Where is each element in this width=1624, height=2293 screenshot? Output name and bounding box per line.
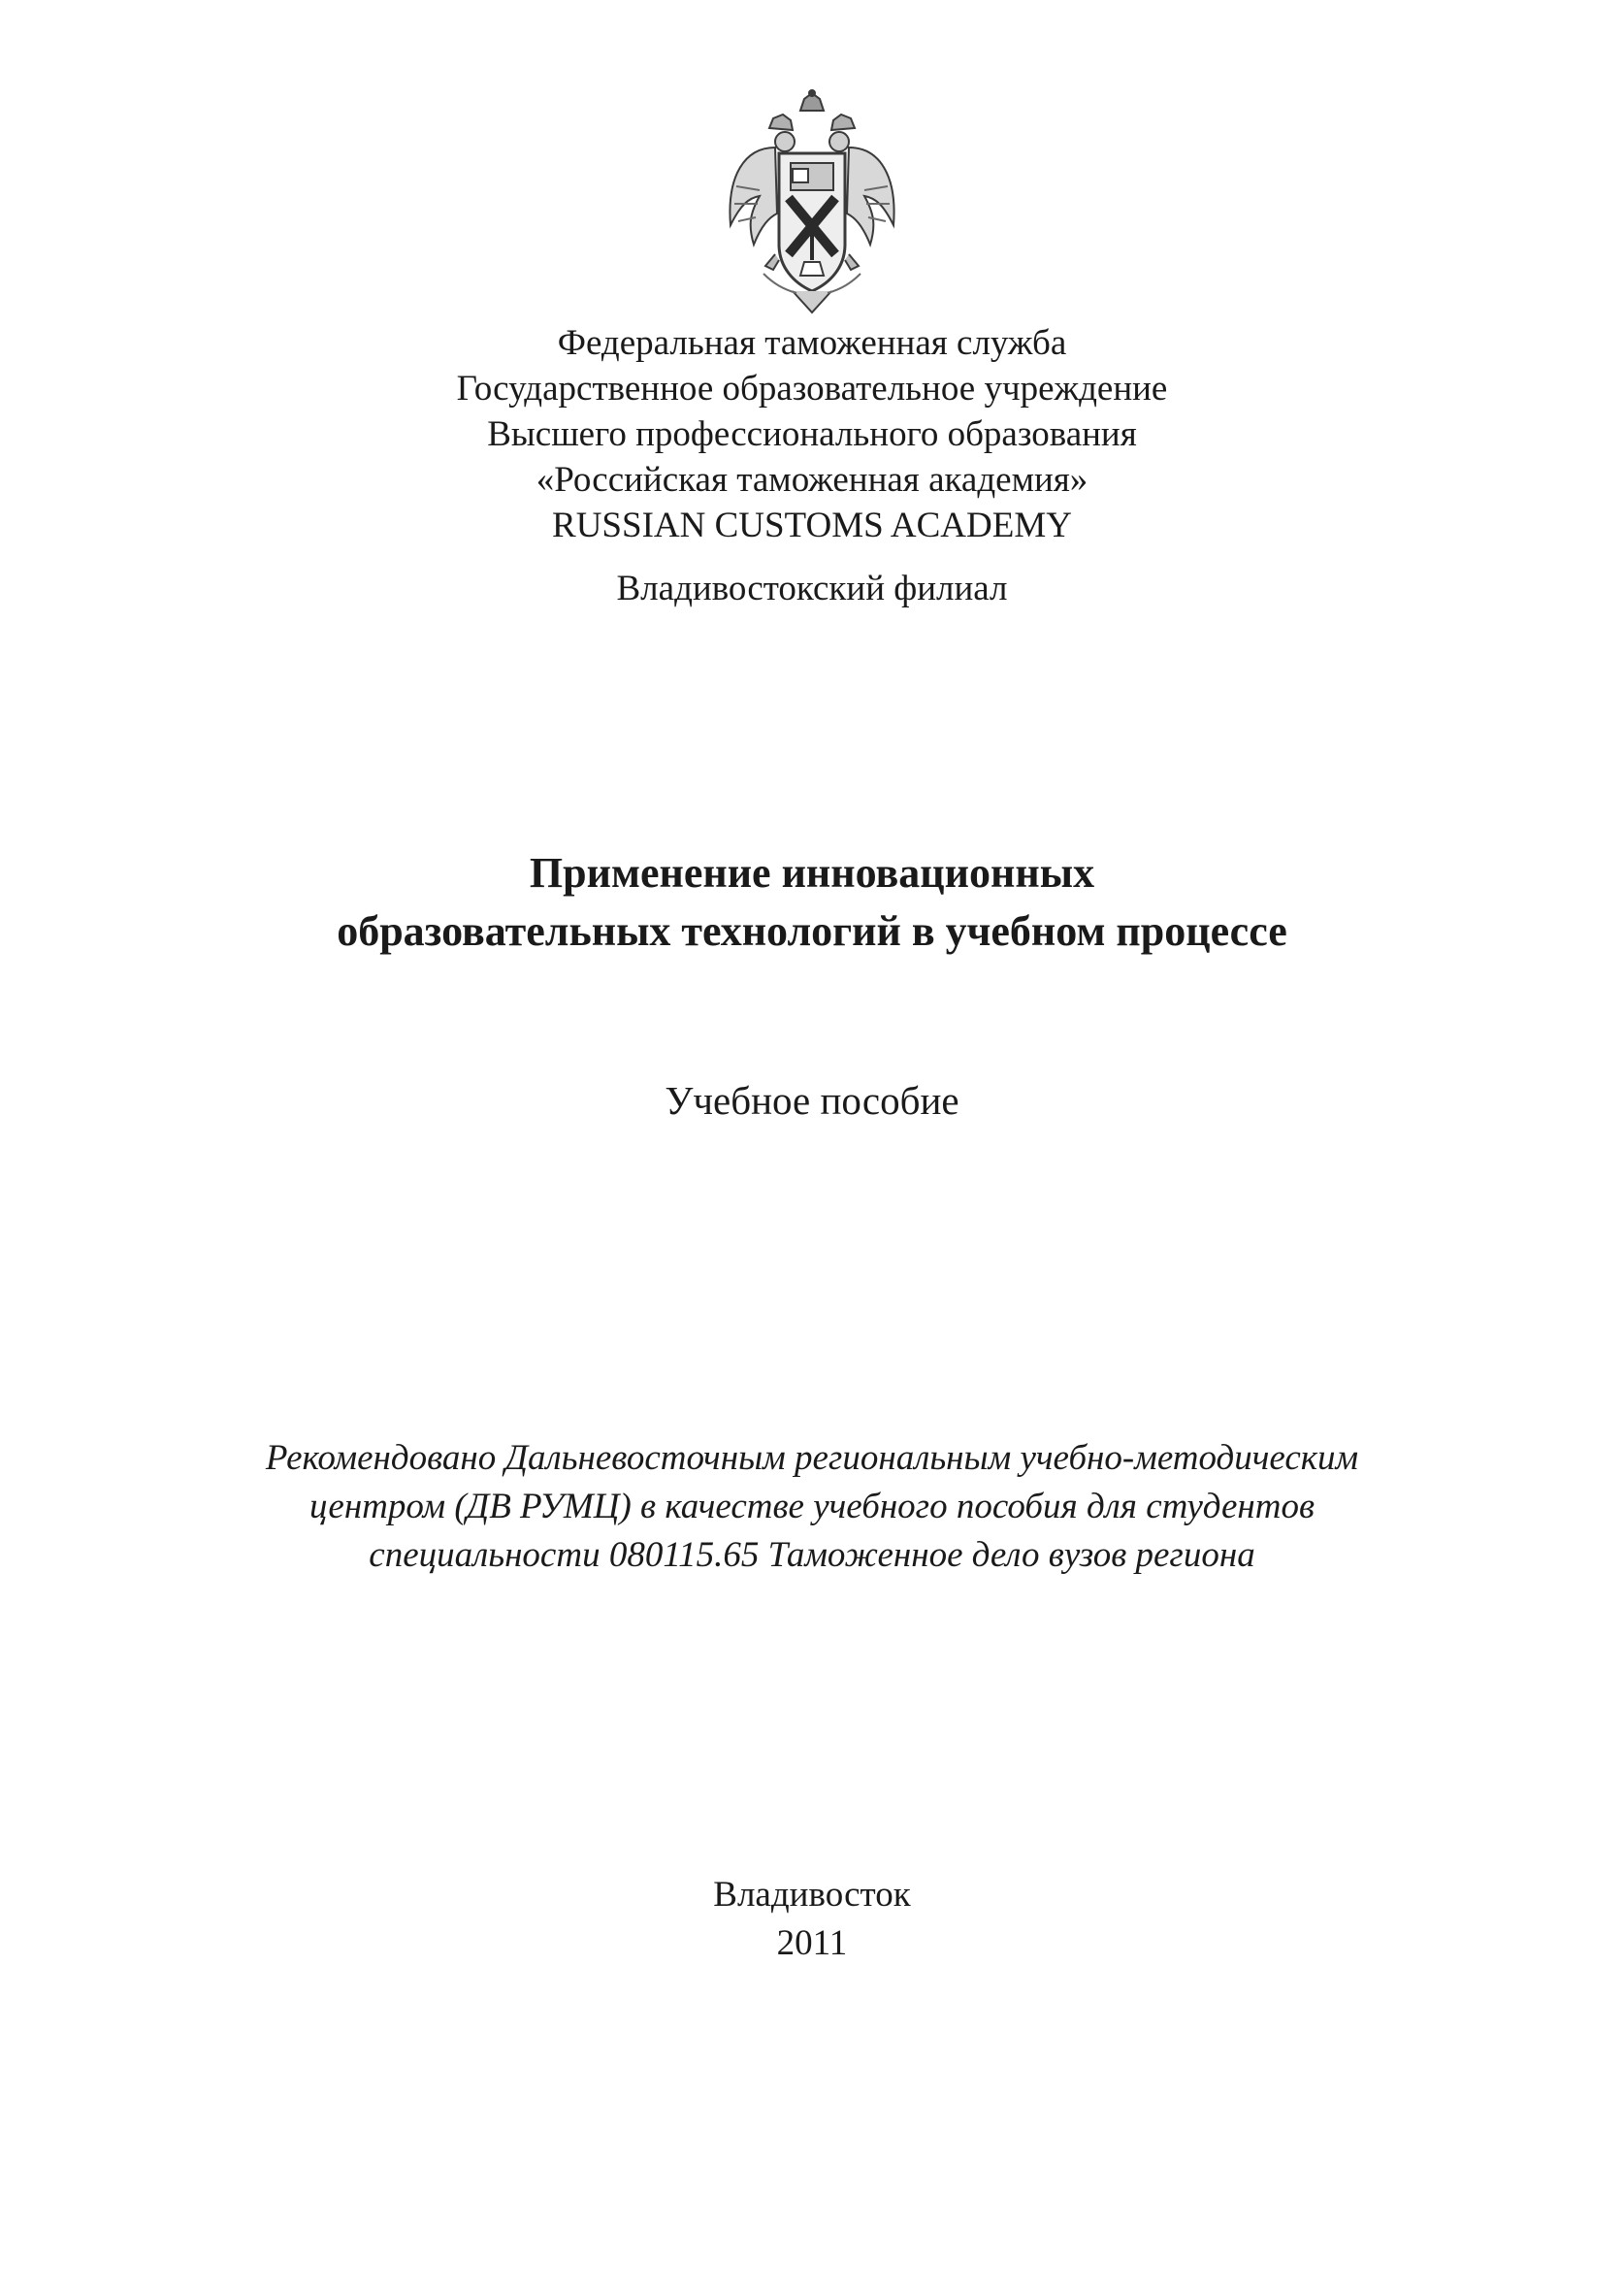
document-title xyxy=(0,844,1624,961)
org-line-academy-ru: «Российская таможенная академия» xyxy=(536,460,1088,500)
title-line-2: образовательных технологий в учебном процессе xyxy=(337,907,1287,955)
imprint-city: Владивосток xyxy=(713,1875,911,1915)
org-line-education: Высшего профессионального образования xyxy=(487,414,1137,454)
customs-academy-emblem-icon xyxy=(715,89,909,332)
title-line-1: Применение инновационных xyxy=(529,849,1095,897)
org-branch: Владивостокский филиал xyxy=(616,569,1008,608)
imprint-year: 2011 xyxy=(776,1923,848,1963)
recommendation-note xyxy=(0,1434,1624,1580)
org-line-service: Федеральная таможенная служба xyxy=(557,323,1067,363)
org-line-institution: Государственное образовательное учреждение xyxy=(456,369,1168,409)
recommendation-line-2: центром (ДВ РУМЦ) в качестве учебного пособия для студентов xyxy=(309,1487,1315,1526)
document-subtitle: Учебное пособие xyxy=(665,1078,959,1123)
org-line-academy-en: RUSSIAN CUSTOMS ACADEMY xyxy=(552,506,1072,545)
recommendation-line-1: Рекомендовано Дальневосточным региональным учебно-методическим xyxy=(265,1438,1359,1478)
imprint xyxy=(0,1871,1624,1968)
organization-block xyxy=(0,320,1624,611)
recommendation-line-3: специальности 080115.65 Таможенное дело вузов региона xyxy=(369,1535,1255,1575)
